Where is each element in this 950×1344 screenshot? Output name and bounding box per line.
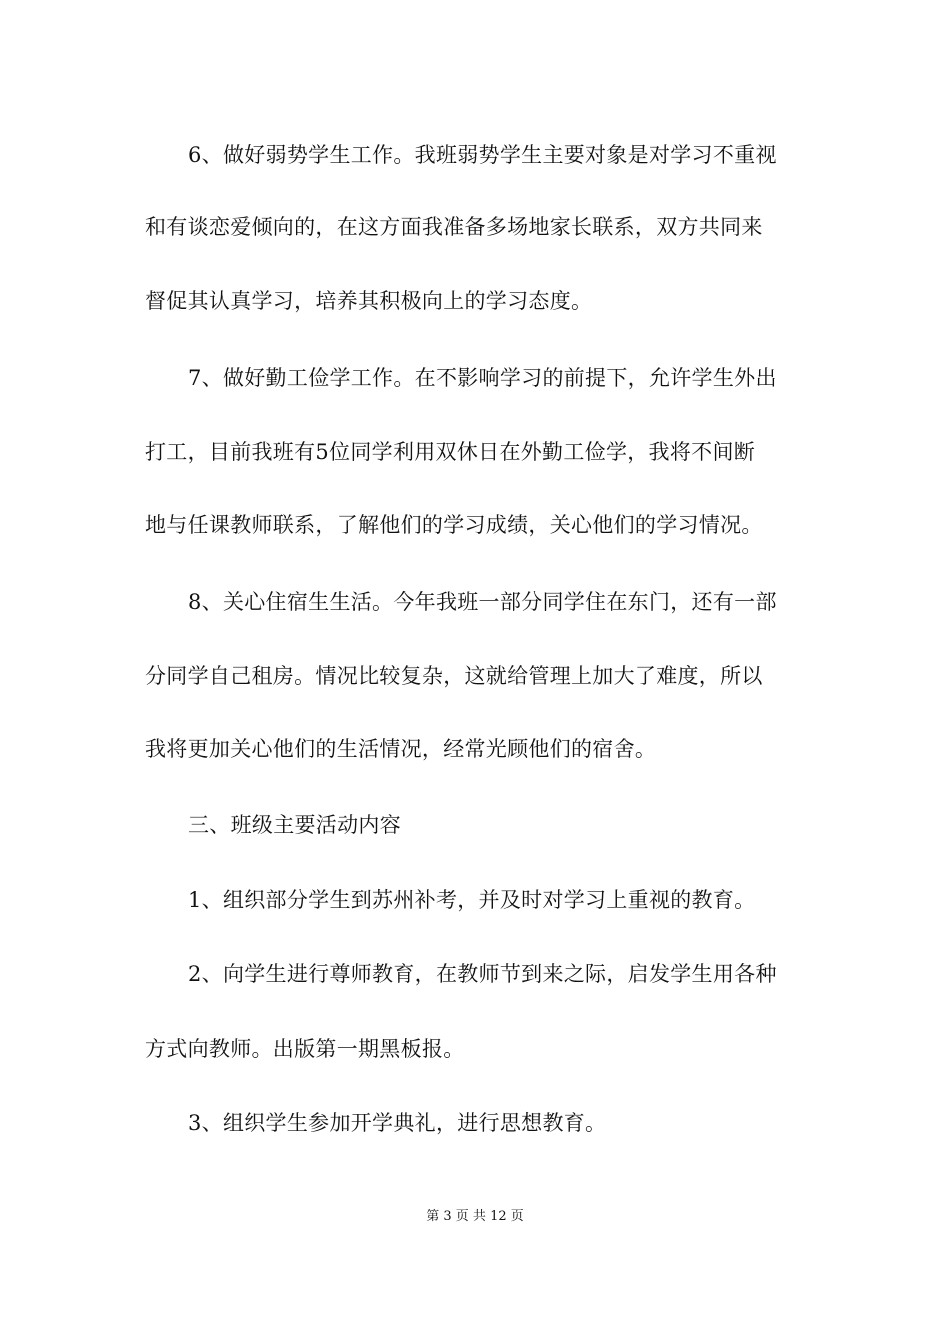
- page-footer: [0, 1208, 950, 1226]
- activity-3-line-1: 3、组织学生参加开学典礼，进行思想教育。: [188, 1111, 607, 1135]
- footer-middle: 页 共: [455, 1209, 486, 1224]
- footer-total-pages: 12: [490, 1209, 507, 1224]
- section-heading: 三、班级主要活动内容: [188, 813, 401, 837]
- paragraph-8-line-2: 分同学自己租房。情况比较复杂，这就给管理上加大了难度，所以: [145, 664, 763, 688]
- footer-suffix: 页: [510, 1209, 524, 1224]
- paragraph-7-line-1: 7、做好勤工俭学工作。在不影响学习的前提下，允许学生外出: [188, 366, 777, 390]
- footer-prefix: 第: [426, 1209, 440, 1224]
- activity-2-line-2: 方式向教师。出版第一期黑板报。: [145, 1037, 465, 1061]
- footer-current-page: 3: [443, 1209, 452, 1224]
- activity-1-line-1: 1、组织部分学生到苏州补考，并及时对学习上重视的教育。: [188, 888, 756, 912]
- paragraph-6-line-2: 和有谈恋爱倾向的，在这方面我准备多场地家长联系，双方共同来: [145, 215, 763, 239]
- paragraph-6-line-3: 督促其认真学习，培养其积极向上的学习态度。: [145, 289, 593, 313]
- paragraph-7-line-3: 地与任课教师联系，了解他们的学习成绩，关心他们的学习情况。: [145, 513, 763, 537]
- paragraph-8-line-1: 8、关心住宿生生活。今年我班一部分同学住在东门，还有一部: [188, 590, 777, 614]
- paragraph-7-line-2: 打工，目前我班有5位同学利用双休日在外勤工俭学，我将不间断: [145, 440, 756, 464]
- activity-2-line-1: 2、向学生进行尊师教育，在教师节到来之际，启发学生用各种: [188, 962, 777, 986]
- paragraph-6-line-1: 6、做好弱势学生工作。我班弱势学生主要对象是对学习不重视: [188, 143, 777, 167]
- paragraph-8-line-3: 我将更加关心他们的生活情况，经常光顾他们的宿舍。: [145, 737, 657, 761]
